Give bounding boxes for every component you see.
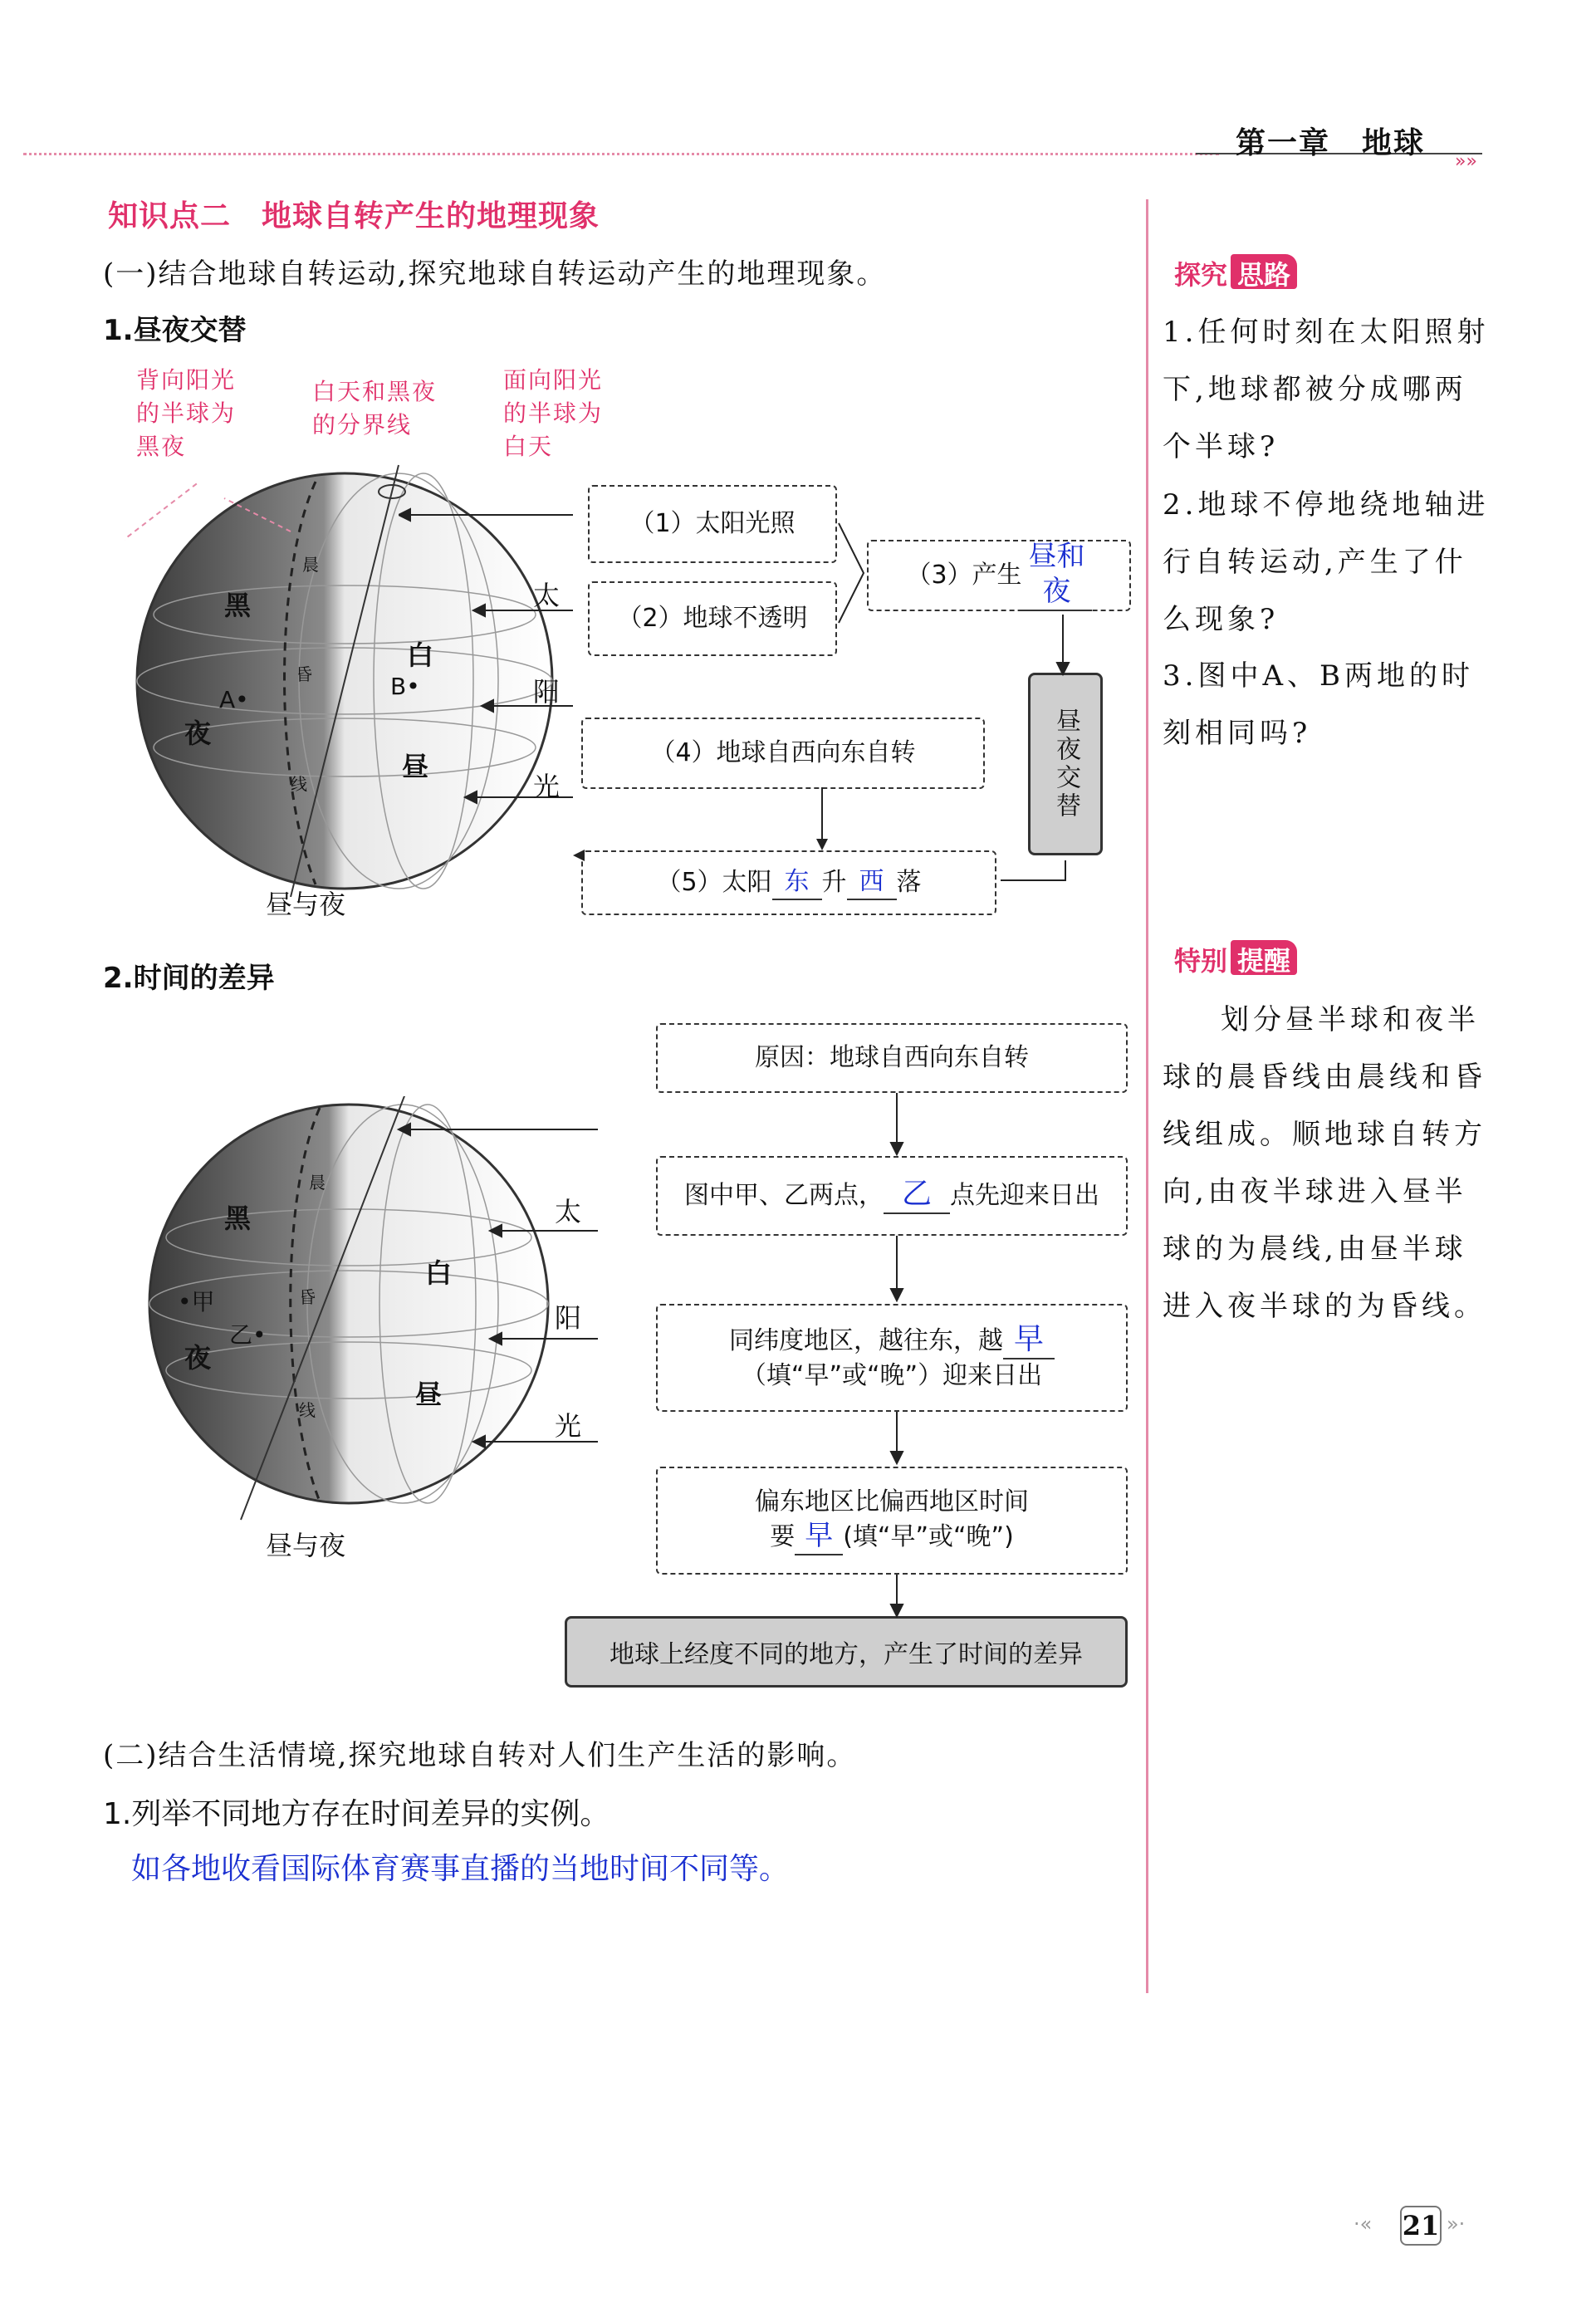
label2-hun: 昏 [299,1287,316,1307]
part3-heading: 1.列举不同地方存在时间差异的实例。 [103,1797,610,1831]
box-sunlight: （1）太阳光照 [588,485,837,563]
tag-explore: 探究 思路 [1171,254,1297,289]
box-reason: 原因：地球自西向东自转 [656,1023,1128,1093]
caption-globe-1: 昼与夜 [266,889,346,920]
label-ye: 夜 [184,718,212,749]
label2-chen: 晨 [309,1173,326,1193]
sun-label-guang: 光 [533,771,561,802]
label2-xian: 线 [299,1400,316,1420]
sidebar-q1: 1.任何时刻在太阳照射下,地球都被分成哪两个半球? [1163,316,1490,463]
label2-hei: 黑 [224,1203,252,1234]
label2-zhou: 昼 [415,1379,443,1410]
section-title: 知识点二 地球自转产生的地理现象 [108,199,600,233]
sun2-label-yang: 阳 [555,1302,582,1334]
arrow-left-1 [573,844,585,869]
header-dotted-rule [23,153,1219,155]
chapter-title: 第一章 地球 [1236,126,1426,160]
point-jia: •甲 [178,1288,215,1315]
sun-label-tai: 太 [533,580,561,611]
page-number: 21 [1400,2206,1442,2246]
label-bai: 白 [407,639,434,671]
sun2-label-tai: 太 [555,1196,582,1227]
label-hei: 黑 [224,590,252,621]
tag-reminder: 特别 提醒 [1171,940,1297,975]
sun2-label-guang: 光 [555,1410,582,1442]
label2-bai: 白 [425,1257,453,1289]
page-ornament-right: »· [1447,2212,1466,2236]
flow-connectors-1 [830,498,1113,914]
box-opaque: （2）地球不透明 [588,581,837,656]
page-ornament-left: ·« [1354,2212,1373,2236]
arrow-down-1 [814,787,830,854]
sidebar-q3: 3.图中A、B两地的时刻相同吗? [1163,659,1474,750]
box-alternation: 昼夜交替 [1028,673,1103,855]
point-a: A• [219,686,249,713]
sun-label-yang: 阳 [533,676,561,708]
box-conclusion: 地球上经度不同的地方，产生了时间的差异 [565,1616,1128,1688]
label-chen: 晨 [302,555,319,575]
point-b: B• [390,673,420,700]
part3-intro: (二)结合生活情境,探究地球自转对人们生产生活的影响。 [103,1739,857,1772]
note-boundary: 白天和黑夜 的分界线 [312,378,438,438]
caption-globe-2: 昼与夜 [266,1530,346,1561]
flow-connectors-2 [880,1093,913,1624]
note-front-sun: 面向阳光 的半球为 白天 [503,366,604,460]
point-yi: 乙• [229,1321,267,1349]
part1-intro: (一)结合地球自转运动,探究地球自转运动产生的地理现象。 [103,257,887,291]
part1-heading: 1.昼夜交替 [103,314,247,347]
part3-answer: 如各地收看国际体育赛事直播的当地时间不同等。 [131,1852,790,1886]
part2-heading: 2.时间的差异 [103,962,275,995]
box-day-night: （3）产生 昼和夜 [867,540,1131,611]
sidebar-q2: 2.地球不停地绕地轴进行自转运动,产生了什么现象? [1163,488,1490,636]
label-hun: 昏 [296,664,312,684]
box-q1: 图中甲、乙两点， 乙 点先迎来日出 [656,1156,1128,1236]
note-back-sun: 背向阳光 的半球为 黑夜 [136,366,237,460]
box-q3: 偏东地区比偏西地区时间 要 早 (填“早”或“晚”) [656,1467,1128,1575]
sidebar-tip: 划分昼半球和夜半球的晨昏线由晨线和昏线组成。顺地球自转方向,由夜半球进入昼半球的为晨线,由昼半球进入夜半球的为昏线。 [1163,1003,1486,1323]
label2-ye: 夜 [184,1342,212,1374]
chevron-icon: »» [1455,151,1477,172]
column-divider [1146,199,1148,1993]
box-rotation: （4）地球自西向东自转 [581,718,985,789]
label-zhou: 昼 [402,751,429,782]
label-xian: 线 [291,774,307,794]
box-q2: 同纬度地区，越往东，越 早 （填“早”或“晚”）迎来日出 [656,1304,1128,1412]
box-sunrise: （5）太阳 东 升 西 落 [581,850,996,915]
